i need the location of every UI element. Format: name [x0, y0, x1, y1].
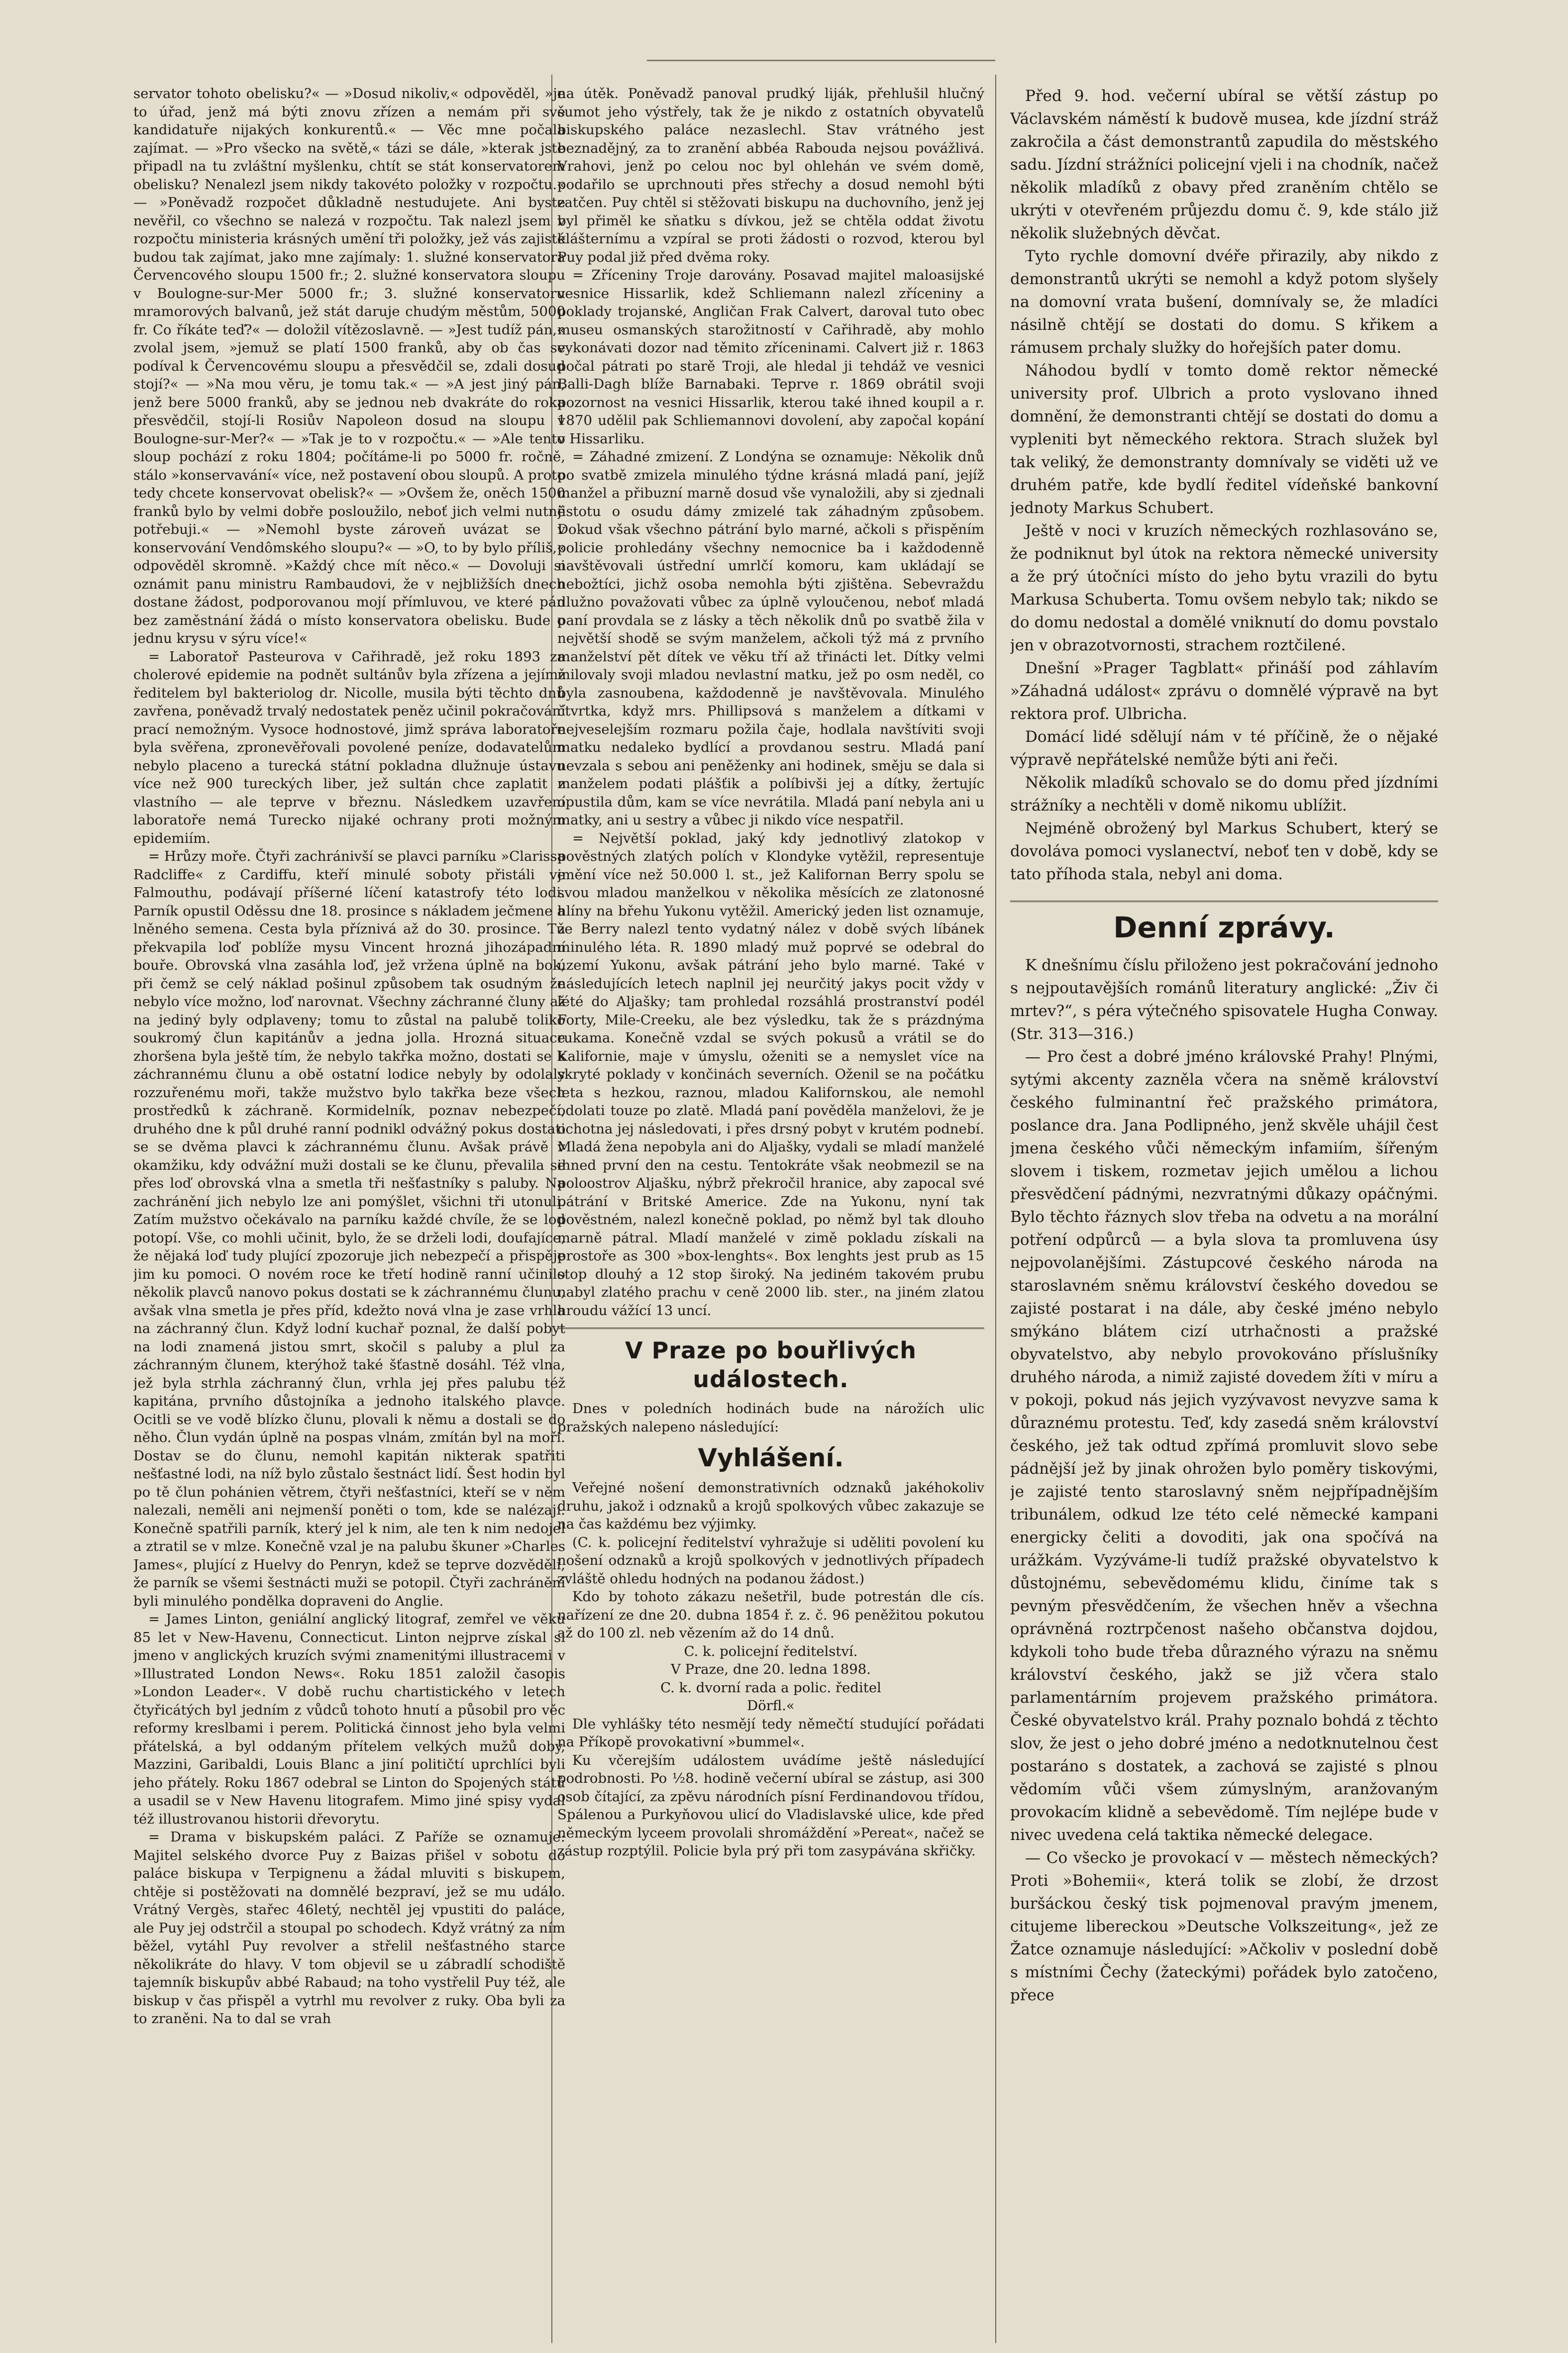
- proclamation-text: (C. k. policejní ředitelství vyhražuje si uděliti povolení ku nošení odznaků a krojů spolkových v jednotlivých případech zvláště ohledu hodných na podanou žádost.): [557, 1534, 984, 1587]
- headline-prague: V Praze po bouřlivých událostech.: [557, 1328, 984, 1394]
- column3-paragraph: Náhodou bydlí v tomto domě rektor německé university prof. Ulbrich a proto vyslovano ihned domnění, že demonstranti chtějí se dostati do domu a vypleniti byt německého rektora. Strach služek byl tak veliký, že demonstranty domnívaly se viděti už ve druhém patře, kde bydlí ředitel vídeňské bankovní jednoty Markus Schubert.: [1010, 362, 1438, 517]
- proclamation-signature: C. k. dvorní rada a polic. ředitel: [660, 1679, 881, 1696]
- column3-paragraph: K dnešnímu číslu přiloženo jest pokračování jednoho s nejpoutavějších románů literatury anglické: „Živ či mrtev?“, s péra výtečného spisovatele Hugha Conway. (Str. 313—316.): [1010, 956, 1438, 1043]
- column1-paragraph: servator tohoto obelisku?« — »Dosud nikoliv,« odpověděl, »je to úřad, jenž má býti znovu zřízen a nemám při své kandidatuře nijakých konkurentů.« — Věc mne počala zajímat. — »Pro všecko na světě,« tázi se dále, »kterak jste připadl na tu zvláštní myšlenku, chtít se stát konservatorem obelisku? Nenalezl jsem nikdy takovéto položky v rozpočtu.« — »Poněvadž rozpočet důkladně nestudujete. Ani byste nevěřil, co všechno se nalezá v rozpočtu. Tak nalezl jsem v rozpočtu ministeria krásných umění tři položky, jež vás zajisté budou tak zajímat, jako mne zajímaly: 1. služné konservatora Červencového sloupu 1500 fr.; 2. služné konservatora sloupu v Boulogne-sur-Mer 5000 fr.; 3. služné konservatoru mramorových balvanů, jež stát daruje chudým městům, 5000 fr. Co říkáte teď?« — doložil vítězoslavně. — »Jest tudíž pán,« zvolal jsem, »jemuž se platí 1500 franků, aby ob čas se podíval k Červencovému sloupu a přesvědčil se, zdali dosud stojí?« — »Na mou věru, je tomu tak.« — »A jest jiný pán, jenž bere 5000 franků, aby se jednou neb dvakráte do roka přesvědčil, stojí-li Rosiův Napoleon dosud na sloupu v Boulogne-sur-Mer?« — »Tak je to v rozpočtu.« — »Ale tento sloup pochází z roku 1804; počítáme-li po 5000 fr. ročně, stálo »konservavání« více, než postavení obou sloupů. A proto tedy chcete konservovat obelisk?« — »Ovšem že, oněch 1500 franků bylo by velmi dobře posloužilo, neboť jich velmi nutně potřebuji.« — »Nemohl byste zároveň uvázat se v konservování Vendômského sloupu?« — »O, to by bylo příliš,« odpověděl skromně. »Každý chce mít něco.« — Dovoluji si oznámit panu ministru Rambaudovi, že v nejbližších dnech dostane žádost, podporovanou mojí přímluvou, ve které pán bez zaměstnání žádá o místo konservatora obelisku. Bude o jednu krysu v sýru více!«: [133, 86, 565, 646]
- column1-paragraph: = James Linton, geniální anglický litograf, zemřel ve věku 85 let v New-Havenu, Connecticut. Linton nejprve získal si jmeno v anglických kruzích svými znamenitými illustracemi v »Illustrated London News«. Roku 1851 založil časopis »London Leader«. V době ruchu chartistického v letech čtyřicátých byl jedním z vůdců tohoto hnutí a působil pro věc reformy kreslbami i perem. Politická činnost jeho byla velmi přátelská, a byl oddaným přítelem velkých mužů doby, Mazzini, Garibaldi, Louis Blanc a jiní političtí uprchlíci byli jeho přátely. Roku 1867 odebral se Linton do Spojených států a usadil se v New Havenu litografem. Mimo jiné spisy vydal též illustrovanou historii dřevorytu.: [133, 1611, 565, 1827]
- column2-paragraph: Dle vyhlášky této nesmějí tedy němečtí studující pořádati na Příkopě provokativní »bummel«.: [557, 1716, 984, 1750]
- column3-paragraph: Nejméně obrožený byl Markus Schubert, který se dovoláva pomoci vyslanectví, neboť ten v době, kdy se tato příhoda stala, nebyl ani doma.: [1010, 819, 1438, 883]
- proclamation-date: V Praze, dne 20. ledna 1898.: [671, 1661, 871, 1677]
- column3-paragraph: Tyto rychle domovní dvéře přirazily, aby nikdo z demonstrantů ukrýti se nemohl a když potom slyšely na domovní vrata bušení, domnívaly se, že mladíci násilně chtějí se dostati do domu. S křikem a rámusem prchaly služky do hořejších pater domu.: [1010, 247, 1438, 357]
- column1-paragraph: = Hrůzy moře. Čtyři zachránivší se plavci parníku »Clarissa Radcliffe« z Cardiffu, kteří minulé soboty přistáli ve Falmouthu, podávají příšerné líčení katastrofy této lodi. Parník opustil Oděssu dne 18. prosince s nákladem ječmene a lněného semena. Cesta byla příznivá až do 30. prosince. Tu překvapila loď poblíže mysu Vincent hrozná jihozápadní bouře. Obrovská vlna zasáhla loď, jež vržena úplně na bok, při čemž se celý náklad pošinul způsobem tak osudným že nebylo více možno, loď narovnat. Všechny záchranné čluny až na jediný byly odplaveny; tomu to zůstal na palubě toliko soukromý člun kapitánův a jedna jolla. Hrozná situace zhoršena byla ještě tím, že nebylo takřka možno, dostati se k záchrannému člunu a obě ostatní lodice nebyly by odolaly rozzuřenému moři, takže mužstvo bylo takřka beze všech prostředků k záchraně. Kormidelník, poznav nebezpečí, druhého dne k půl druhé ranní podnikl odvážný pokus dostati se se dvěma plavci k záchrannému člunu. Avšak právě v okamžiku, kdy odvážní muži dostali se ke člunu, převalila se přes loď obrovská vlna a smetla tři nešťastníky s paluby. Na zachránění jich nebylo lze ani pomýšlet, všichni tři utonuli. Zatím mužstvo očekávalo na parníku každé chvíle, že se loď potopí. Vše, co mohli učinit, bylo, že se drželi lodi, doufajíce, že nějaká loď tudy plující zpozoruje jich nebezpečí a přispěje jim ku pomoci. O novém roce ke třetí hodině ranní učinilo několik plavců nanovo pokus dostati se k záchrannému člunu, avšak vlna smetla je přes příd, kdežto nová vlna je zase vrhla na záchranný člun. Když lodní kuchař poznal, že další pobyt na lodi znamená jistou smrt, skočil s paluby a plul za záchranným člunem, kterýhož také šťastně dosáhl. Též vlna, jež byla strhla záchranný člun, vrhla jej přes palubu též kapitána, prvního důstojníka a jednoho italského plavce. Ocitli se ve vodě blízko člunu, plovali k němu a dostali se do něho. Člun vydán úplně na pospas vlnám, zmítán byl na moři. Dostav se do člunu, nemohl kapitán nikterak spatřiti nešťastné lodi, na níž bylo zůstalo šestnáct lidí. Šest hodin byl po tě člun pohánien větrem, čtyři nešťastníci, kteří se v něm nalezali, neměli ani nejmenší poněti o tom, kde se nalézají. Konečně spatřili parník, který jel k nim, ale ten k nim nedojel a ztratil se v mlze. Konečně vzal je na palubu škuner »Charles James«, plující z Huelvy do Penryn, kdež se teprve dozvěděli, že parník se všemi šestnácti muži se potopil. Čtyři zachránění byli minulého pondělka dopraveni do Anglie.: [133, 848, 565, 1609]
- column-rule-right: [995, 75, 996, 2343]
- column3-paragraph: — Pro čest a dobré jméno královské Prahy! Plnými, sytými akcenty zazněla včera na sněmě království českého fulminantní řeč pražského primátora, poslance dra. Jana Podlipného, jenž skvěle uhájil čest jmena českého vůči německým infamiím, šířeným slovem i tiskem, rozmetav jejich umělou a lichou přesvědčení pádnými, nezvratnými důkazy opáčnými. Bylo těchto řáznych slov třeba na odvetu a na morální potření odpůrců — a byla slova ta promluvena úsy nejpovolanějšími. Zástupcové českého národa na staroslavném sněmu království českého dovedou se zajisté postarat i na dále, aby české jméno nebylo smýkáno blátem cizí utrhačnosti a pražské obyvatelstvo, aby nebylo provokováno příslušníky druhého národa, a nimiž zajisté dovedem žíti v míru a v pokoji, pokud nás jejich vyzývavost nevyzve sama k důraznému protestu. Teď, kdy zasedá sněm království českého, jež tak odtud zpřímá promluvit slovo sebe pádnější jež by jinak ohrožen bylo poměry tiskovými, je zajisté tento staroslavný sněm nejpřípadnějším tribunálem, odkud lze této celé německé kampani energicky čeliti a dovoditi, jak ona spočívá na urážkám. Vyzýváme-li tudíž pražské obyvatelstvo k důstojnému, sebevědomému klidu, činíme tak s pevným přesvědčením, že všechen hněv a všechna oprávněná roztrpčenost našeho občanstva dojdou, kdykoli toho bude třeba důrazného výrazu na sněmu království českého, jakž se již včera stalo parlamentárním projevem pražského primátora. České obyvatelstvo král. Prahy poznalo bohdá z těchto slov, že jest o jeho dobré jméno a nedotknutelnou čest postaráno s dostatek, a zachová se zajisté s plnou vědomím vůči všem zúmyslným, aranžovaným provokacím klidně a sebevědomě. Tím nejlépe bude v nivec uvedena celá taktika německé delegace.: [1010, 1048, 1438, 1844]
- column-2: [557, 85, 984, 2338]
- column2-paragraph: na útěk. Poněvadž panoval prudký liják, přehlušil hlučný šumot jeho výstřely, tak že je nikdo z ostatních obyvatelů biskupského paláce nezaslechl. Stav vrátného jest beznadějný, za to zranění abbéa Rabouda nejsou povážlivá. Vrahovi, jenž po celou noc byl ohlehán ve svém domě, podařilo se uprchnouti přes střechy a dosud nemohl býti zatčen. Puy chtěl si stěžovati biskupu na duchovního, jenž jej byl přiměl ke sňatku s dívkou, jež se chtěla oddat životu klášternímu a vzpíral se proti žádosti o rozvod, kterou byl Puy podal již před dvěma roky.: [557, 86, 984, 265]
- column1-paragraph: = Laboratoř Pasteurova v Cařihradě, jež roku 1893 za cholerové epidemie na podnět sultánův byla zřízena a jejímž ředitelem byl bakteriolog dr. Nicolle, musila býti těchto dnů zavřena, poněvadž trvalý nedostatek peněz učinil pokračování prací nemožným. Vysoce hodnostové, jimž správa laboratoře byla svěřena, zpronevěřovali povolené peníze, dodavatelům nebylo placeno a turecká státní pokladna dlužnuje ústavu více než 900 tureckých liber, jež sultán chce zaplatit z vlastního — ale teprve v březnu. Následkem uzavření laboratoře nemá Turecko nijaké ochrany proti možným epidemiím.: [133, 648, 565, 846]
- proclamation-text: Veřejné nošení demonstrativních odznaků jakéhokoliv druhu, jakož i odznaků a krojů spolkových vůbec zakazuje se na čas každému bez výjimky.: [557, 1480, 984, 1532]
- column3-paragraph: Před 9. hod. večerní ubíral se větší zástup po Václavském náměstí k budově musea, kde jízdní stráž zakročila a část demonstrantů zapudila do městského sadu. Jízdní strážníci policejní vjeli i na chodník, načež několik mladíků z obavy před zraněním chtělo se ukrýti v otevřeném průjezdu domu č. 9, kde stálo již několik služebných děvčat.: [1010, 87, 1438, 242]
- column2-paragraph: = Největší poklad, jaký kdy jednotlivý zlatokop v pověstných zlatých polích v Klondyke vytěžil, representuje jmění více než 50.000 l. st., jež Kalifornan Berry spolu se svou mladou manželkou v několika měsících ze zlatonosné hlíny na břehu Yukonu vytěžil. Americký jeden list oznamuje, že Berry nalezl tento vydatný nález v době svých líbánek minulého léta. R. 1890 mladý muž poprvé se odebral do území Yukonu, avšak pátrání jeho bylo marné. Také v následujících letech naplnil jej neurčitý jakys pocit vždy v lété do Aljašky; tam prohledal rozsáhlá prostranství podél Forty, Mile-Creeku, ale bez výsledku, tak že s prázdnýma rukama. Konečně vzdal se svých pokusů a vrátil se do Kalifornie, maje v úmyslu, oženiti se a nemyslet více na skryté poklady v končinách severních. Oženil se na počátku leta s hezkou, raznou, mladou Kalifornskou, ale nemohl odolati touze po zlatě. Mladá paní pověděla manželovi, že je ochotna jej následovati, i přes drsný pobyt v krutém podnebí. Mladá žena nepobyla ani do Aljašky, vydali se mladí manželé ihned první den na cestu. Tentokráte však neobmezil se na poloostrov Aljašku, nýbrž překročil hranice, aby zapocal své pátrání v Britské Americe. Zde na Yukonu, nyní tak pověstném, nalezl konečně poklad, po němž byl tak dlouho marně pátral. Mladí manželé v zimě pokladu získali na prostoře as 300 »box-lenghts«. Box lenghts jest prub as 15 stop dlouhý a 12 stop široký. Na jediném takovém prubu nabyl zlatého prachu v ceně 2000 lib. ster., na jiném zlatou hroudu vážící 13 uncí.: [557, 830, 984, 1319]
- column1-paragraph: = Drama v biskupském paláci. Z Paříže se oznamuje: Majitel selského dvorce Puy z Baizas přišel v sobotu do paláce biskupa v Terpignenu a žádal mluviti s biskupem, chtěje si postěžovati na domnělé bezpraví, jež se mu událo. Vrátný Vergès, stařec 46letý, nechtěl jej vpustiti do paláce, ale Puy jej odstrčil a stoupal po schodech. Když vrátný za ním běžel, vytáhl Puy revolver a střelil nešťastného starce několikráte do hlavy. V tom objevil se u zábradlí schodiště tajemník biskupův abbé Rabaud; na toho vystřelil Puy též, ale biskup v čas přispěl a vytrhl mu revolver z ruky. Oba byli za to zraněni. Na to dal se vrah: [133, 1829, 565, 2027]
- column3-paragraph: Několik mladíků schovalo se do domu před jízdními strážníky a nechtěli v domě nikomu ublížit.: [1010, 774, 1438, 815]
- column2-paragraph: Ku včerejším událostem uvádíme ještě následující podrobnosti. Po ½8. hodině večerní ubíral se zástup, asi 300 osob čítající, za zpěvu národních písní Ferdinandovou třídou, Spálenou a Purkyňovou ulicí do Vladislavské ulice, kde před německým lyceem provolali shromáždění »Pereat«, načež se zástup rozptýlil. Policie byla prý při tom zasypávána skřičky.: [557, 1752, 984, 1859]
- column3-paragraph: Dnešní »Prager Tagblatt« přináší pod záhlavím »Záhadná událost« zprávu o domnělé výpravě na byt rektora prof. Ulbricha.: [1010, 659, 1438, 723]
- section-heading-daily-news: Denní zprávy.: [1010, 901, 1438, 945]
- proclamation-signature: C. k. policejní ředitelství.: [684, 1643, 858, 1659]
- column3-paragraph: Domácí lidé sdělují nám v té příčině, že o nějaké výpravě nepřátelské nemůže býti ani řeči.: [1010, 728, 1438, 769]
- column-3: [1010, 85, 1438, 2338]
- proclamation-signature: Dörfl.«: [747, 1698, 795, 1714]
- column2-paragraph: Dnes v poledních hodinách bude na nárožích ulic pražských nalepeno následující:: [557, 1401, 984, 1435]
- column2-paragraph: = Zříceniny Troje darovány. Posavad majitel maloasijské vesnice Hissarlik, kdež Schliemann nalezl zříceniny a poklady trojanské, Angličan Frak Calvert, daroval tuto obec museu osmanských starožitností v Cařihradě, aby mohlo vykonávati dozor nad těmito zříceninami. Calvert již r. 1863 počal pátrati po starě Troji, ale hledal ji tehdáž ve vesnici Balli-Dagh blíže Barnabaki. Teprve r. 1869 obrátil svoji pozornost na vesnici Hissarlik, kterou také ihned koupil a r. 1870 udělil pak Schliemannovi dovolení, aby započal kopání v Hissarliku.: [557, 267, 984, 447]
- column2-paragraph: = Záhadné zmizení. Z Londýna se oznamuje: Několik dnů po svatbě zmizela minulého týdne krásná mladá paní, jejíž manžel a přibuzní marně dosud vše vynaložili, aby si zjednali jistotu o osudu dámy zmizelé tak záhadným způsobem. Dokud však všechno pátrání bylo marné, ačkoli s přispěním policie prohledány všechny nemocnice ba i každodenně navštěvovali ústřední umrlčí komoru, kam ukládají se nebožtíci, jichž osoba nemohla býti zjištěna. Sebevraždu dlužno považovati vůbec za úplně vyloučenou, neboť mladá paní provdala se z lásky a těch několik dnů po svatbě žila v největší shodě se svým manželem, ačkoli týž má z prvního manželství pět dítek ve věku tří až třinácti let. Dítky velmi milovaly svoji mladou nevlastní matku, jež po osm neděl, co byla zasnoubena, každodenně je navštěvovala. Minulého čtvrtka, když mrs. Phillipsová s manželem a dítkami v nejveselejším rozmaru požila čaje, hodlala navštíviti svoji matku nedaleko bydlící a provdanou sestru. Mladá paní nevzala s sebou ani peněženky ani hodinek, směju se dala si manželem podati plášťik a políbivši jej a dítky, žertujíc opustila dům, kam se více nevrátila. Mladá paní nebyla ani u matky, ani u sestry a vůbec ji nikdo více nespatřil.: [557, 449, 984, 828]
- column3-paragraph: — Co všecko je provokací v — městech německých? Proti »Bohemii«, která tolik se zlobí, že drzost buršáckou český tisk pojmenoval pravým jmenem, citujeme libereckou »Deutsche Volkszeitung«, jež ze Žatce oznamuje následující: »Ačkoliv v poslední době s místními Čechy (žateckými) pořádek bylo zatočeno, přece: [1010, 1849, 1438, 2004]
- proclamation-title: Vyhlášení.: [698, 1443, 844, 1472]
- column3-paragraph: Ještě v noci v kruzích německých rozhlasováno se, že podniknut byl útok na rektora německé university a že prý útočníci místo do jeho bytu vrazili do bytu Markusa Schuberta. Tomu ovšem nebylo tak; nikdo se do domu nedostal a domělé vniknutí do domu povstalo jen v obrazotvornosti, strachem roztčilené.: [1010, 522, 1438, 654]
- column-1: [133, 85, 565, 2338]
- proclamation-text: Kdo by tohoto zákazu nešetřil, bude potrestán dle cís. nařízení ze dne 20. dubna 1854 ř. z. č. 96 peněžitou pokutou až do 100 zl. neb vězením až do 14 dnů.: [557, 1589, 984, 1641]
- paper-scratch: [647, 60, 995, 61]
